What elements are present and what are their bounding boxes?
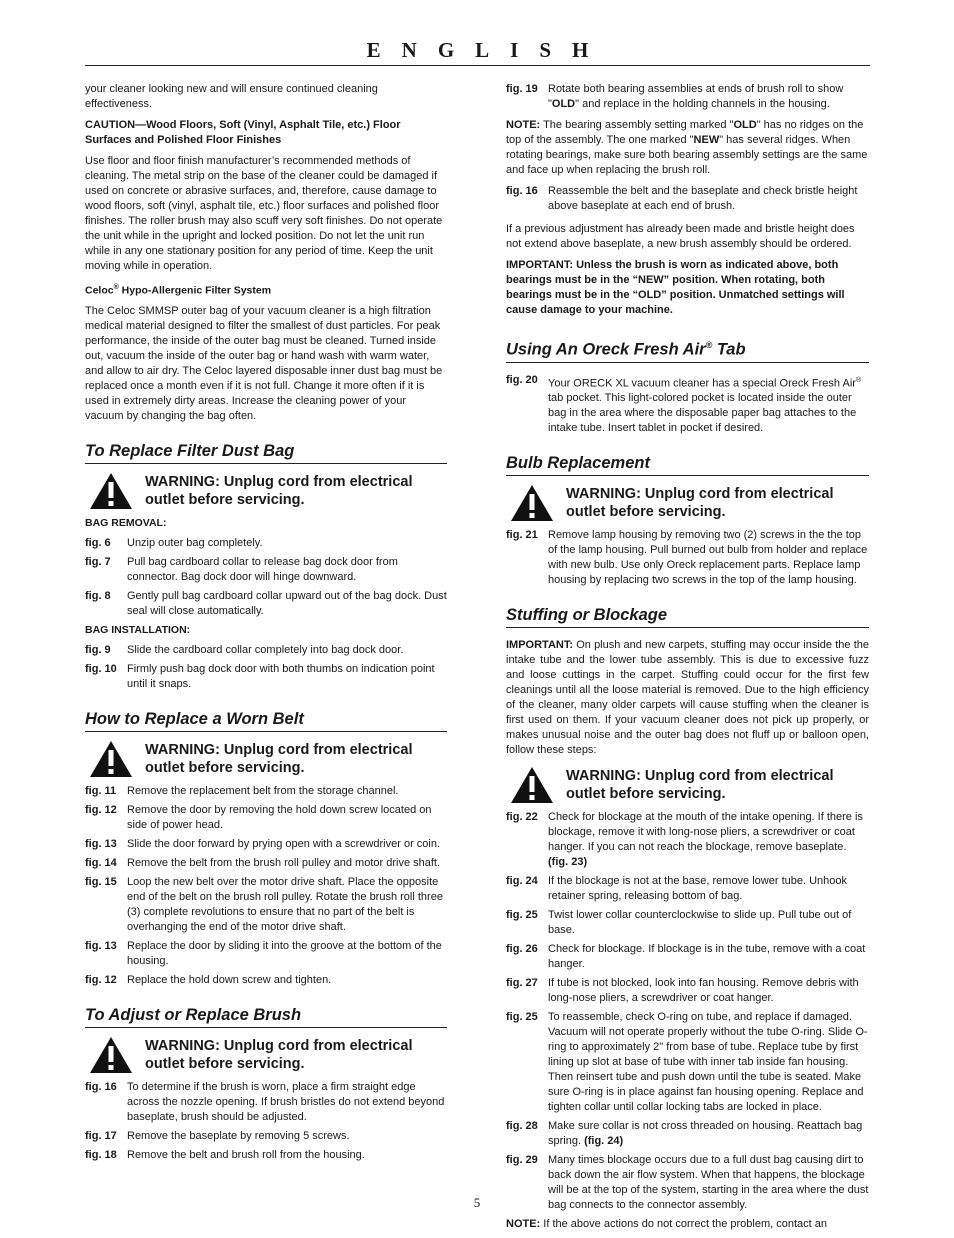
fig-label: fig. 10: [85, 662, 117, 675]
fig-item: [85, 536, 447, 551]
important-bearing-text: IMPORTANT: Unless the brush is worn as indicated above, both bearings must be in the “NEW” position. When rotating, both bearings must be in the “OLD” position. Unmatched settings will cause damage to your machine.: [506, 259, 845, 316]
fig-label: fig. 13: [85, 939, 117, 952]
fig-label: fig. 25: [506, 909, 538, 922]
fig-text: [548, 976, 869, 1006]
warning-text: WARNING: Unplug cord from electrical outlet before servicing.: [145, 473, 413, 508]
left-column: [85, 82, 447, 1167]
previous-adjustment-text: If a previous adjustment has already been made and bristle height does not extend above baseplate, a new brush assembly should be ordered.: [506, 223, 855, 250]
fig-text-main: Twist lower collar counterclockwise to slide up. Pull tube out of base.: [548, 909, 852, 937]
warning-text: WARNING: Unplug cord from electrical outlet before servicing.: [566, 486, 834, 521]
fig-label: fig. 15: [85, 875, 117, 888]
bulb-steps: [506, 528, 869, 588]
blockage-steps: [506, 810, 869, 1213]
fig-text-main: Remove lamp housing by removing two (2) screws in the the top of the lamp housing. Pull burned out bulb from holder and replace with new bulb. Use only Oreck replacement parts. Replace lamp housing by replacing two screws in the top of the lamp housing.: [548, 529, 868, 587]
fig-text-main: Slide the door forward by prying open with a screwdriver or coin.: [127, 837, 441, 850]
fig-text: [548, 908, 869, 938]
fig-label: fig. 22: [506, 811, 538, 824]
fig-text-b: tab pocket. This light-colored pocket is located inside the outer bag in the area where the disposable paper bag attaches to the intake tube. Insert tablet in pocket if desired.: [548, 392, 857, 435]
fig-item: [506, 82, 869, 112]
section-bulb-replacement: [506, 453, 869, 588]
fig-label: fig. 8: [85, 589, 111, 602]
section-adjust-brush: [85, 1005, 447, 1163]
final-note: [506, 1217, 869, 1232]
fig-text-main: Loop the new belt over the motor drive shaft. Place the opposite end of the belt on the brush roll pulley. Rotate the brush roll three (3) complete revolutions to ensure that no part of the belt is overhanging the end of the motor drive shaft.: [127, 875, 443, 933]
fig-text: [127, 1080, 447, 1125]
fig-item: [85, 856, 447, 871]
fig-text-a: Your ORECK XL vacuum cleaner has a special Oreck Fresh Air: [548, 377, 856, 390]
fig-text-main: Remove the belt and brush roll from the housing.: [127, 1148, 365, 1161]
section-title: To Adjust or Replace Brush: [85, 1005, 447, 1028]
warning-triangle-icon: [89, 1036, 133, 1074]
fig-item: [85, 1080, 447, 1125]
celoc-text: The Celoc SMMSP outer bag of your vacuum cleaner is a high filtration medical material designed to filter the smallest of dust particles. For peak performance, the inside of the outer bag must be cleaned. Turned inside out, vacuum the inside of the outer bag or hand wash with warm water, and allow to air dry. The Celoc layered disposable inner dust bag must be replaced once a month even if it is not full. Change it more often if it is used in extremely dirty areas. Increase the cleaning power of your vacuum by changing the bag often.: [85, 304, 443, 422]
fig-text-main: Replace the hold down screw and tighten.: [127, 973, 332, 986]
warning-text: WARNING: Unplug cord from electrical outlet before servicing.: [145, 1037, 413, 1072]
warning-box: [85, 472, 447, 510]
fig-text-main: Remove the belt from the brush roll pulley and motor drive shaft.: [127, 856, 441, 869]
fig-text: [548, 373, 869, 437]
fig-label: fig. 9: [85, 643, 111, 656]
fig-text: [127, 784, 447, 799]
fig-item: [506, 874, 869, 904]
fig-text-main: Slide the cardboard collar completely into bag dock door.: [127, 643, 404, 656]
section-title: To Replace Filter Dust Bag: [85, 441, 447, 464]
caution-heading: CAUTION—Wood Floors, Soft (Vinyl, Asphalt Tile, etc.) Floor Surfaces and Polished Floor Finishes: [85, 119, 401, 146]
celoc-heading: [85, 280, 447, 299]
fig-item: [506, 373, 869, 437]
fig-text: [548, 810, 869, 870]
warning-box: [85, 740, 447, 778]
important-stuffing-text: [506, 638, 869, 758]
fig-item: [85, 803, 447, 833]
note-old: OLD: [733, 119, 757, 131]
bag-removal-steps: [85, 536, 447, 619]
note-text-c: " has several ridges. When rotating bearings, make sure both bearing assembly settings are the same and face up when replacing the brush roll.: [506, 134, 868, 176]
fig-text: [548, 528, 869, 588]
warning-box: [506, 484, 869, 522]
bag-removal-heading: BAG REMOVAL:: [85, 516, 167, 529]
fig-text-b: " and replace in the holding channels in the housing.: [575, 98, 830, 110]
fig-label: fig. 24: [506, 875, 538, 888]
fig-text: [548, 874, 869, 904]
warning-box: [85, 1036, 447, 1074]
section-title: Bulb Replacement: [506, 453, 869, 476]
fig-text: [127, 837, 447, 852]
fig-label: fig. 11: [85, 784, 117, 797]
fig-label: fig. 26: [506, 943, 538, 956]
bearing-note: [506, 118, 869, 178]
fig-text-bold: OLD: [551, 98, 576, 110]
section-worn-belt: [85, 709, 447, 988]
fig-text: [548, 1153, 869, 1213]
fig-item: [506, 528, 869, 588]
fig-text: Reassemble the belt and the baseplate and check bristle height above baseplate at each end of brush.: [548, 185, 858, 212]
fig-label: fig. 17: [85, 1129, 117, 1142]
fig-reference: (fig. 24): [584, 1135, 624, 1148]
fig-label: fig. 13: [85, 837, 117, 850]
page-header: [85, 38, 870, 66]
caution-text: Use floor and floor finish manufacturer’s recommended methods of cleaning. The metal strip on the base of the cleaner could be damaged if used on concrete or abrasive surfaces, and, therefore, cause damage to wood floors, soft (vinyl, asphalt tile, etc.) floor surfaces and polished floor finishes. The roller brush may also scuff very soft finishes. Do not operate the unit while in the upright and locked position. Do not let the unit run while in any one stationary position for any period of time. Keep the unit moving while in operation.: [85, 155, 443, 272]
important-text: On plush and new carpets, stuffing may occur inside the the intake tube and the lower tube assembly. This is due to excessive fuzz and loose cuttings in the carpet. Stuffing could occur for the first few cleanings until all the loose material is removed. Due to the high efficiency of the cleaner, many older carpets will cause stuffing when the cleaner is first used on them. If your vacuum cleaner does not pick up properly, or makes unusual noise and the outer bag does not fluff up or balloon open, follow these steps:: [506, 639, 869, 757]
warning-triangle-icon: [510, 484, 554, 522]
section-title: [506, 335, 869, 363]
note-text: If the above actions do not correct the problem, contact an: [540, 1218, 828, 1231]
fig-text: [127, 1129, 447, 1144]
warning-triangle-icon: [89, 740, 133, 778]
section-title: Stuffing or Blockage: [506, 605, 869, 628]
celoc-heading-a: Celoc: [85, 284, 114, 297]
fig-text-a: Rotate both bearing assemblies at ends of brush roll to show ": [548, 83, 844, 110]
fig-label: fig. 12: [85, 973, 117, 986]
fig-label: fig. 29: [506, 1154, 538, 1167]
fig-item: [506, 810, 869, 870]
fig-text: [127, 856, 447, 871]
warning-triangle-icon: [510, 766, 554, 804]
fig-text: [548, 942, 869, 972]
fig-text-main: Remove the door by removing the hold down screw located on side of power head.: [127, 803, 432, 831]
fig-label: fig. 16: [506, 185, 538, 197]
note-text-b: " has no ridges on the top of the assembly. The one marked ": [506, 119, 864, 146]
title-reg-mark: ®: [705, 340, 713, 350]
title-b: Tab: [712, 340, 746, 359]
fig-text-main: Gently pull bag cardboard collar upward out of the bag dock. Dust seal will close automatically.: [127, 589, 447, 617]
fig-text-main: Replace the door by sliding it into the groove at the bottom of the housing.: [127, 939, 442, 967]
fig-text: [127, 939, 447, 969]
fig-text-main: Pull bag cardboard collar to release bag dock door from connector. Bag dock door will hinge downward.: [127, 555, 398, 583]
fig-label: fig. 27: [506, 977, 538, 990]
reg-mark: ®: [855, 376, 862, 384]
fig-text: [127, 973, 447, 988]
fig-label: fig. 25: [506, 1011, 538, 1024]
fig-text-main: Firmly push bag dock door with both thumbs on indication point until it snaps.: [127, 662, 435, 690]
fig-text: [127, 1148, 447, 1163]
brush-steps: [85, 1080, 447, 1163]
fig-item: [85, 1148, 447, 1163]
fig-text-main: To determine if the brush is worn, place a firm straight edge across the nozzle opening. If brush bristles do not extend beyond baseplate, brush should be adjusted.: [127, 1080, 445, 1123]
note-text-a: The bearing assembly setting marked ": [540, 119, 734, 131]
fig-item: [85, 875, 447, 935]
fig-text-main: To reassemble, check O-ring on tube, and replace if damaged. Vacuum will not operate properly without the tube O-ring. Slide O-ring to approximately 2" from base of tube. Replace tube by first lining up slot at base of tube with inner tab inside fan housing. Then reinsert tube and push down until the tube is seated. Make sure O-ring is in place against fan housing opening. Replace and tighten collar until collar locking tabs are locked in place.: [548, 1011, 868, 1114]
fig-text-main: If tube is not blocked, look into fan housing. Remove debris with long-nose pliers, a screwdriver or coat hanger.: [548, 977, 859, 1005]
fig-label: fig. 14: [85, 856, 117, 869]
fig-item: [506, 908, 869, 938]
section-fresh-air-tab: [506, 335, 869, 436]
fig-text: [127, 662, 447, 692]
fig-text: [127, 875, 447, 935]
section-filter-dust-bag: [85, 441, 447, 692]
fig-text: [127, 803, 447, 833]
fig-label: fig. 16: [85, 1080, 117, 1093]
note-label: NOTE:: [506, 1218, 541, 1231]
fig-item: [506, 184, 869, 214]
fig-label: fig. 19: [506, 83, 538, 95]
fig-label: fig. 6: [85, 536, 111, 549]
section-stuffing-blockage: [506, 605, 869, 1232]
fig-item: [85, 939, 447, 969]
fig-item: [85, 643, 447, 658]
fig-reference: (fig. 23): [548, 856, 588, 869]
warning-triangle-icon: [89, 472, 133, 510]
fig-item: [506, 942, 869, 972]
fig-item: [85, 662, 447, 692]
important-label: IMPORTANT:: [506, 639, 574, 652]
fig-label: fig. 7: [85, 555, 111, 568]
note-label: NOTE:: [506, 119, 541, 131]
fig-label: fig. 28: [506, 1120, 538, 1133]
fig-text: [127, 555, 447, 585]
fig-label: fig. 12: [85, 803, 117, 816]
header-title: ENGLISH: [366, 38, 610, 62]
fig-item: [85, 555, 447, 585]
fig-text: [127, 589, 447, 619]
belt-steps: [85, 784, 447, 988]
warning-text: WARNING: Unplug cord from electrical outlet before servicing.: [145, 741, 413, 776]
celoc-heading-b: Hypo-Allergenic Filter System: [118, 284, 272, 297]
fig-item: [506, 1153, 869, 1213]
fig-item: [85, 589, 447, 619]
fig-label: fig. 20: [506, 373, 538, 386]
section-title: How to Replace a Worn Belt: [85, 709, 447, 732]
fig-item: [506, 1119, 869, 1149]
fig-item: [85, 1129, 447, 1144]
warning-box: [506, 766, 869, 804]
fig-text-main: If the blockage is not at the base, remove lower tube. Unhook retainer spring, releasing bottom of bag.: [548, 875, 848, 903]
fig-label: fig. 18: [85, 1148, 117, 1161]
note-new: NEW: [693, 134, 720, 146]
title-a: Using An Oreck Fresh Air: [506, 340, 706, 359]
fig-item: [85, 837, 447, 852]
warning-text: WARNING: Unplug cord from electrical outlet before servicing.: [566, 768, 834, 803]
fig-item: [506, 976, 869, 1006]
fig-text-main: Remove the baseplate by removing 5 screws.: [127, 1129, 350, 1142]
fig-text-main: Check for blockage at the mouth of the intake opening. If there is blockage, remove it with long-nose pliers, a screwdriver or coat hanger. If you can not reach the blockage, remove baseplate.: [548, 811, 863, 854]
intro-text: your cleaner looking new and will ensure continued cleaning effectiveness.: [85, 83, 378, 110]
fig-text: [548, 1119, 869, 1149]
fig-item: [506, 1010, 869, 1115]
bag-installation-steps: [85, 643, 447, 692]
fig-text-main: Make sure collar is not cross threaded on housing. Reattach bag spring.: [548, 1120, 863, 1148]
fig-text: [127, 536, 447, 551]
fig-text-main: Remove the replacement belt from the storage channel.: [127, 784, 399, 797]
fig-label: fig. 21: [506, 529, 538, 542]
page-number: 5: [473, 1195, 481, 1210]
fig-text-main: Unzip outer bag completely.: [127, 536, 263, 549]
fig-text-main: Check for blockage. If blockage is in the tube, remove with a coat hanger.: [548, 943, 866, 971]
fig-text-main: Many times blockage occurs due to a full dust bag causing dirt to back down the air flow system. When that happens, the blockage will be at the top of the system, starting in the area where the dust bag connects to the connector assembly.: [548, 1154, 869, 1212]
celoc-reg-mark: ®: [113, 284, 119, 291]
right-column: [506, 82, 869, 1238]
fig-text: [127, 643, 447, 658]
fig-text: [548, 1010, 869, 1115]
bag-installation-heading: BAG INSTALLATION:: [85, 623, 191, 636]
fig-item: [85, 784, 447, 799]
fig-item: [85, 973, 447, 988]
fig-text: [548, 82, 869, 112]
